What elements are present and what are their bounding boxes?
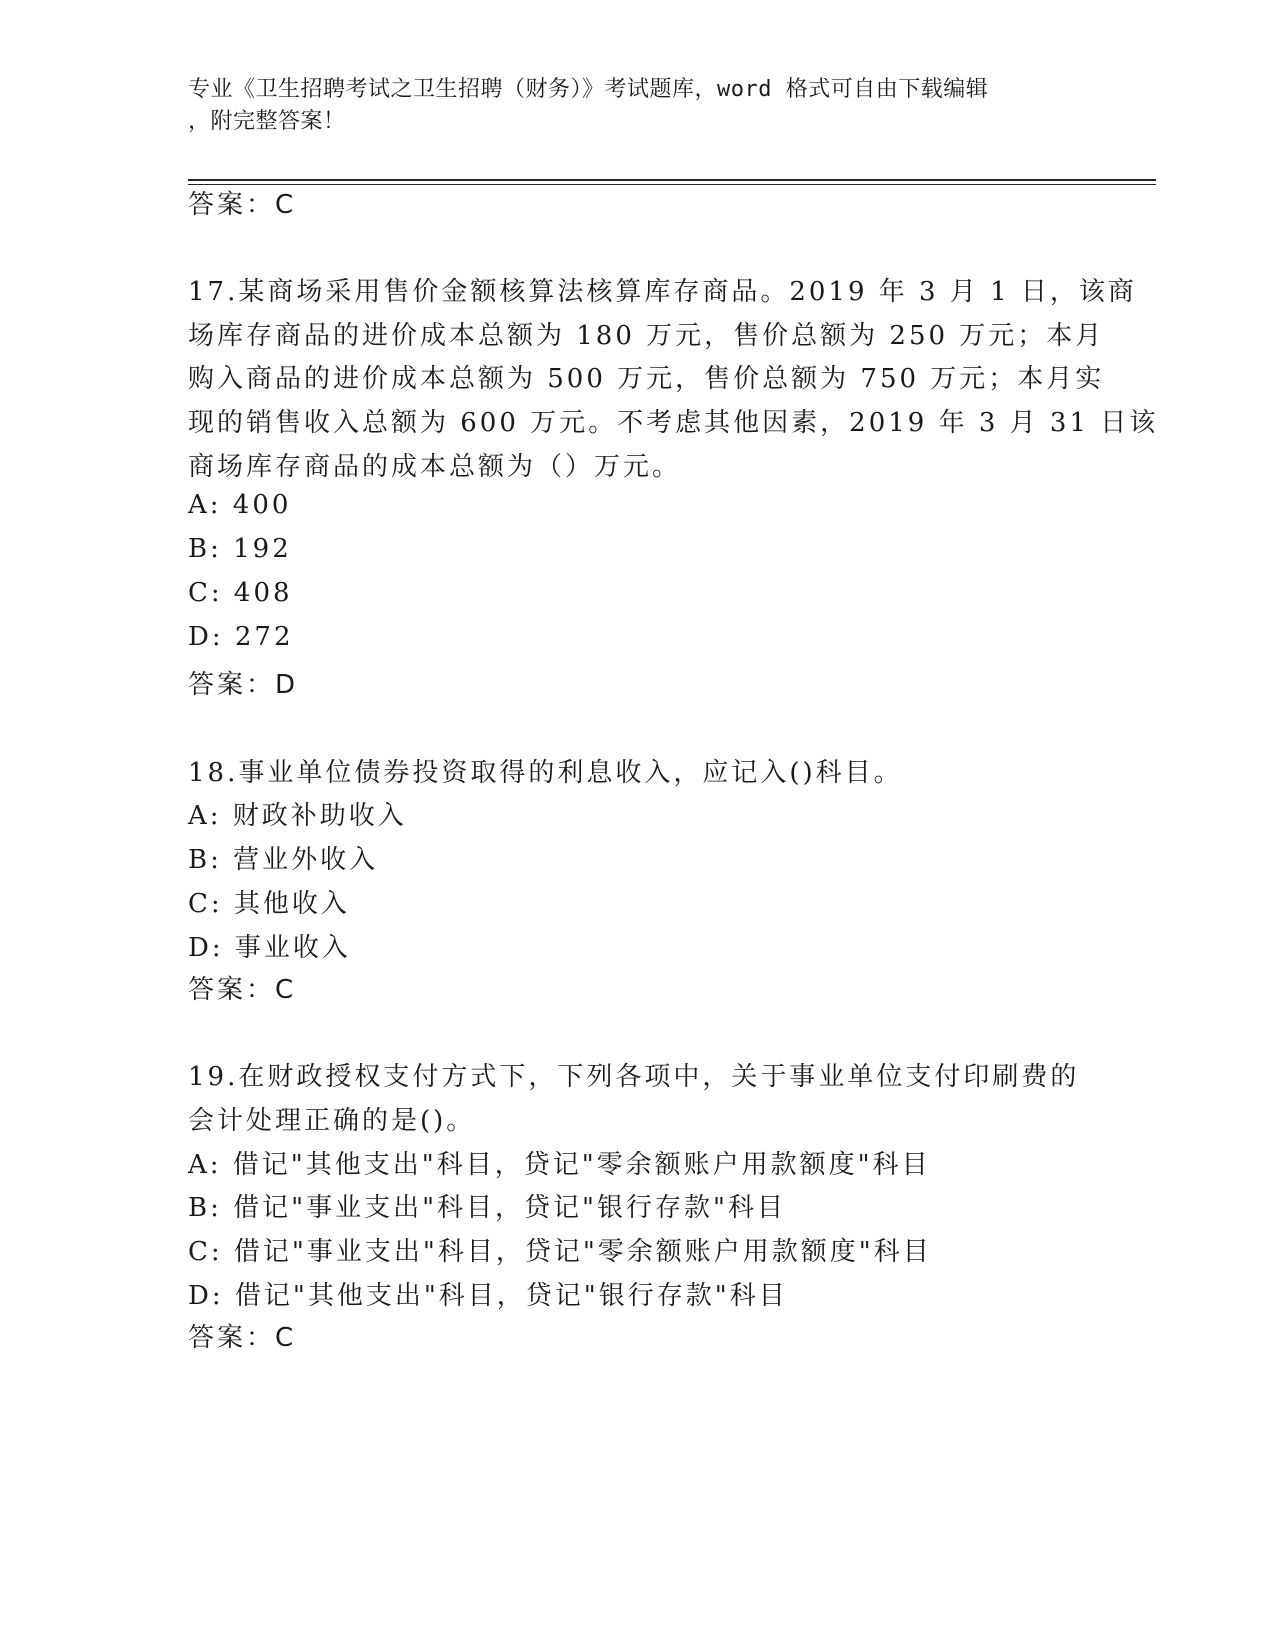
question-19-stem-line-1: 19.在财政授权支付方式下，下列各项中，关于事业单位支付印刷费的 [188,1062,1080,1092]
question-17-option-d: D: 272 [188,622,294,652]
question-17-stem-line-1: 17.某商场采用售价金额核算法核算库存商品。2019 年 3 月 1 日，该商 [188,277,1137,307]
question-17-stem-line-2: 场库存商品的进价成本总额为 180 万元，售价总额为 250 万元；本月 [188,321,1105,351]
question-19-answer: 答案：C [188,1323,297,1353]
question-19-stem-line-2: 会计处理正确的是()。 [188,1106,476,1136]
question-17-option-c: C: 408 [188,578,293,608]
question-17-option-a: A: 400 [188,490,292,520]
question-17-stem-line-3: 购入商品的进价成本总额为 500 万元，售价总额为 750 万元；本月实 [188,364,1105,394]
header-divider-thin [188,184,1156,185]
header-divider [188,179,1156,181]
question-18-option-d: D: 事业收入 [188,933,351,963]
question-17-stem-line-4: 现的销售收入总额为 600 万元。不考虑其他因素，2019 年 3 月 31 日该 [188,408,1159,438]
header-line-1: 专业《卫生招聘考试之卫生招聘（财务）》考试题库，word 格式可自由下载编辑 [188,77,989,102]
question-17-answer: 答案：D [188,670,299,700]
question-18-option-c: C: 其他收入 [188,889,350,919]
question-18-answer: 答案：C [188,975,297,1005]
question-18-option-b: B: 营业外收入 [188,845,379,875]
question-19-option-b: B: 借记"事业支出"科目，贷记"银行存款"科目 [188,1193,786,1223]
answer-prev: 答案：C [188,190,297,220]
question-19-option-a: A: 借记"其他支出"科目，贷记"零余额账户用款额度"科目 [188,1150,931,1180]
question-17-option-b: B: 192 [188,534,292,564]
question-19-option-c: C: 借记"事业支出"科目，贷记"零余额账户用款额度"科目 [188,1237,932,1267]
question-19-option-d: D: 借记"其他支出"科目，贷记"银行存款"科目 [188,1281,788,1311]
question-17-stem-line-5: 商场库存商品的成本总额为（）万元。 [188,452,682,482]
question-18-option-a: A: 财政补助收入 [188,801,407,831]
question-18-stem-line-1: 18.事业单位债券投资取得的利息收入，应记入()科目。 [188,758,903,788]
page-header [188,74,1088,138]
header-line-2: ，附完整答案！ [188,109,346,134]
